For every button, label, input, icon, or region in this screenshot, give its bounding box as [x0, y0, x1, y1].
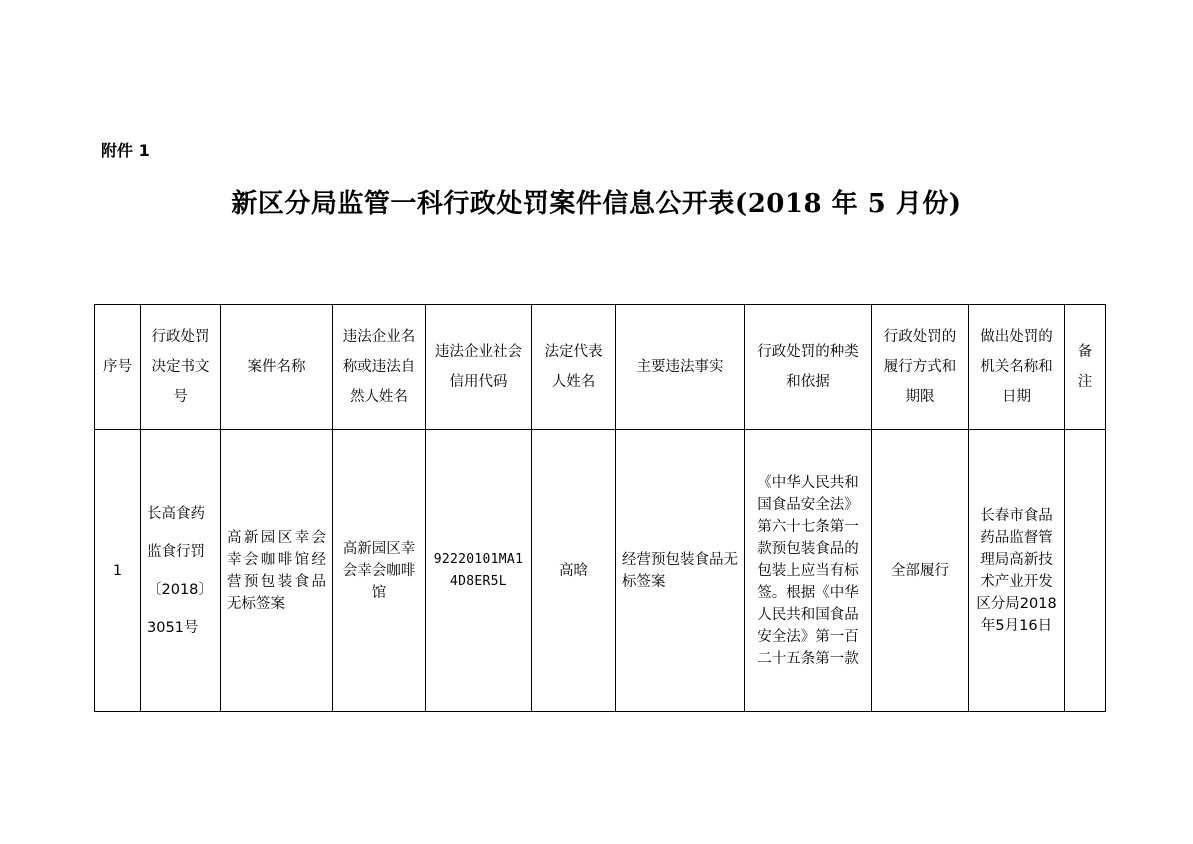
cell-decision-no: 长高食药监食行罚〔2018〕3051号	[141, 430, 221, 712]
penalty-info-table	[94, 304, 1106, 712]
cell-index: 1	[95, 430, 141, 712]
header-authority-date: 做出处罚的机关名称和日期	[969, 305, 1065, 430]
cell-execution: 全部履行	[872, 430, 969, 712]
header-execution: 行政处罚的履行方式和期限	[872, 305, 969, 430]
attachment-label: 附件 1	[101, 141, 150, 160]
cell-authority-date: 长春市食品药品监督管理局高新技术产业开发区分局2018年5月16日	[969, 430, 1065, 712]
cell-remark	[1065, 430, 1106, 712]
header-case-name: 案件名称	[221, 305, 333, 430]
header-index: 序号	[95, 305, 141, 430]
header-remark: 备注	[1065, 305, 1106, 430]
cell-legal-rep: 高晗	[532, 430, 616, 712]
header-party-name: 违法企业名称或违法自然人姓名	[333, 305, 426, 430]
cell-party-name: 高新园区幸会幸会咖啡馆	[333, 430, 426, 712]
cell-case-name: 高新园区幸会幸会咖啡馆经营预包装食品无标签案	[221, 430, 333, 712]
header-decision-no: 行政处罚决定书文号	[141, 305, 221, 430]
header-penalty-basis: 行政处罚的种类和依据	[745, 305, 872, 430]
header-main-facts: 主要违法事实	[616, 305, 745, 430]
header-credit-code: 违法企业社会信用代码	[426, 305, 532, 430]
header-legal-rep: 法定代表人姓名	[532, 305, 616, 430]
cell-penalty-basis: 《中华人民共和国食品安全法》第六十七条第一款预包装食品的包装上应当有标签。根据《中华人民共和国食品安全法》第一百二十五条第一款	[745, 430, 872, 712]
table-row	[95, 430, 1106, 712]
table-header-row	[95, 305, 1106, 430]
cell-main-facts: 经营预包装食品无标签案	[616, 430, 745, 712]
page-title: 新区分局监管一科行政处罚案件信息公开表(2018 年 5 月份)	[231, 189, 962, 219]
cell-credit-code: 92220101MA14D8ER5L	[426, 430, 532, 712]
